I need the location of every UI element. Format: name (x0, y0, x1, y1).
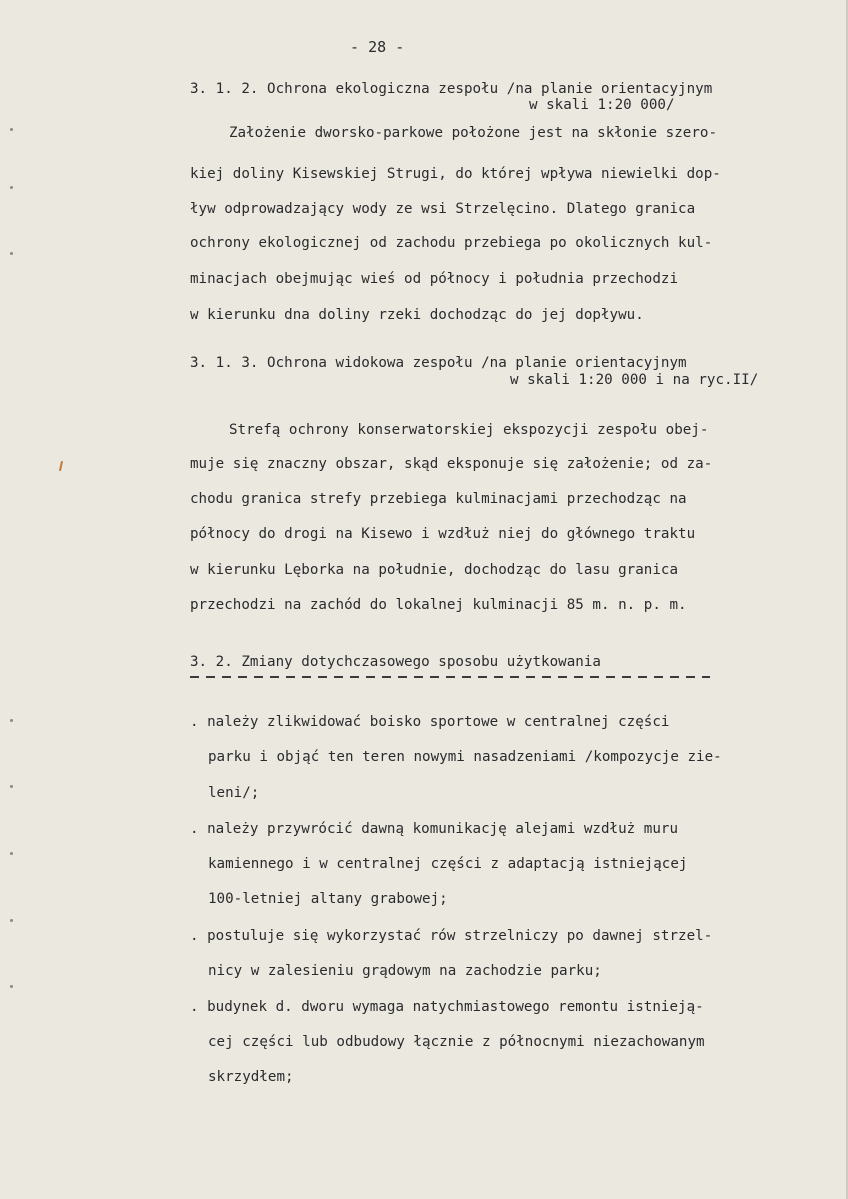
bullet-line: . należy zlikwidować boisko sportowe w centralnej części (190, 714, 670, 730)
section-3-1-3-heading-cont: w skali 1:20 000 i na ryc.II/ (510, 372, 759, 388)
margin-mark (10, 919, 13, 922)
bullet-line: . budynek d. dworu wymaga natychmiastowego remontu istnieją- (190, 999, 704, 1015)
bullet-line: cej części lub odbudowy łącznie z północnymi niezachowanym (208, 1034, 705, 1050)
text-line: północy do drogi na Kisewo i wzdłuż niej do głównego traktu (190, 526, 696, 542)
page-number: - 28 - (350, 38, 405, 56)
bullet-line: skrzydłem; (208, 1069, 294, 1085)
bullet-line: kamiennego i w centralnej części z adaptacją istniejącej (208, 856, 688, 872)
section-3-1-2-heading-cont: w skali 1:20 000/ (529, 97, 675, 113)
heading-underline (190, 676, 710, 678)
text-line: minacjach obejmując wieś od północy i południa przechodzi (190, 271, 679, 287)
bullet-line: parku i objąć ten teren nowymi nasadzeniami /kompozycje zie- (208, 749, 722, 765)
margin-mark (10, 985, 13, 988)
section-3-1-2-heading: 3. 1. 2. Ochrona ekologiczna zespołu /na planie orientacyjnym (190, 81, 713, 97)
text-line: chodu granica strefy przebiega kulminacjami przechodząc na (190, 491, 687, 507)
margin-mark (10, 252, 13, 255)
section-3-2-heading: 3. 2. Zmiany dotychczasowego sposobu użytkowania (190, 654, 601, 670)
margin-mark (10, 785, 13, 788)
bullet-line: nicy w zalesieniu grądowym na zachodzie parku; (208, 963, 602, 979)
text-line: ochrony ekologicznej od zachodu przebiega po okolicznych kul- (190, 235, 713, 251)
bullet-line: leni/; (208, 785, 260, 801)
margin-mark (10, 719, 13, 722)
text-line: Strefą ochrony konserwatorskiej ekspozycji zespołu obej- (229, 422, 709, 438)
section-3-1-3-heading: 3. 1. 3. Ochrona widokowa zespołu /na planie orientacyjnym (190, 355, 687, 371)
text-line: w kierunku dna doliny rzeki dochodząc do jej dopływu. (190, 307, 644, 323)
margin-mark (10, 852, 13, 855)
text-line: muje się znaczny obszar, skąd eksponuje się założenie; od za- (190, 456, 713, 472)
text-line: przechodzi na zachód do lokalnej kulminacji 85 m. n. p. m. (190, 597, 687, 613)
margin-mark (59, 461, 63, 471)
bullet-line: . postuluje się wykorzystać rów strzelniczy po dawnej strzel- (190, 928, 713, 944)
bullet-line: . należy przywrócić dawną komunikację alejami wzdłuż muru (190, 821, 679, 837)
margin-mark (10, 128, 13, 131)
text-line: w kierunku Lęborka na południe, dochodząc do lasu granica (190, 562, 679, 578)
text-line: ływ odprowadzający wody ze wsi Strzelęcino. Dlatego granica (190, 201, 696, 217)
text-line: kiej doliny Kisewskiej Strugi, do której wpływa niewielki dop- (190, 166, 721, 182)
bullet-line: 100-letniej altany grabowej; (208, 891, 448, 907)
margin-mark (10, 186, 13, 189)
text-line: Założenie dworsko-parkowe położone jest na skłonie szero- (229, 125, 718, 141)
